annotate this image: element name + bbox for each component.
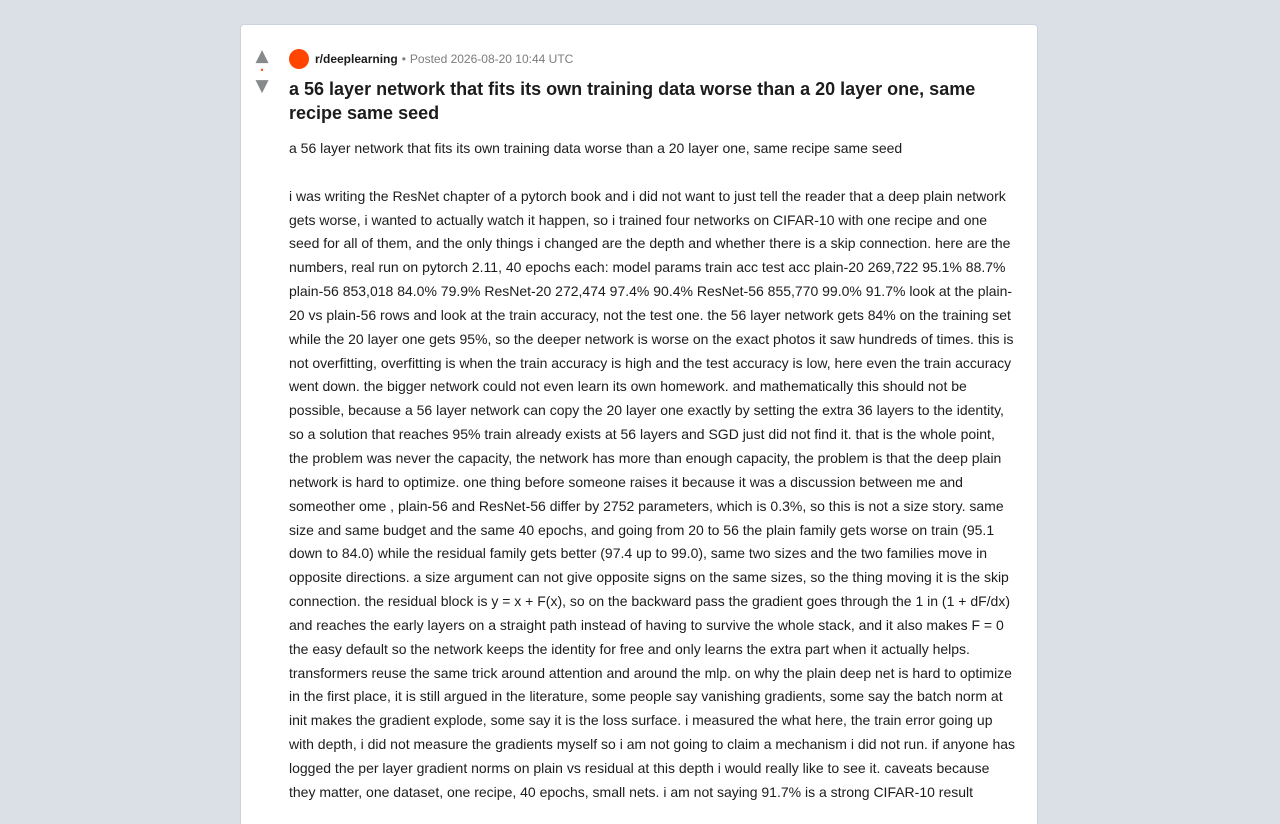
upvote-arrow-icon[interactable]: ▲ (255, 46, 269, 66)
vote-score: • (259, 66, 265, 75)
meta-separator: • (401, 52, 406, 66)
post-title[interactable]: a 56 layer network that fits its own training data worse than a 20 layer one, same recipe same seed (289, 79, 976, 123)
post-card (240, 24, 1038, 824)
post-content (289, 49, 1017, 805)
downvote-arrow-icon[interactable]: ▼ (255, 76, 269, 96)
vote-column (241, 47, 283, 95)
post-timestamp: Posted 2026-08-20 10:44 UTC (409, 52, 574, 66)
post-meta (289, 49, 1017, 69)
subreddit-link[interactable]: r/deeplearning (315, 52, 398, 66)
subreddit-avatar-icon[interactable] (289, 49, 309, 69)
post-body: a 56 layer network that fits its own training data worse than a 20 layer one, same recipe same seed i was writing the ResNet chapter of a pytorch book and i did not want to just tell the reader that a deep plain network gets worse, i wanted to actually watch it happen, so i trained four networks on CIFAR-10 with one recipe and one seed for all of them, and the only things i changed are the depth and whether there is a skip connection. here are the numbers, real run on pytorch 2.11, 40 epochs each: model params train acc test acc plain-20 269,722 95.1% 88.7% plain-56 853,018 84.0% 79.9% ResNet-20 272,474 97.4% 90.4% ResNet-56 855,770 99.0% 91.7% look at the plain-20 vs plain-56 rows and look at the train accuracy, not the test one. the 56 layer network gets 84% on the training set while the 20 layer one gets 95%, so the deeper network is worse on the exact photos it saw hundreds of times. this is not overfitting, overfitting is when the train accuracy is high and the test accuracy is low, here even the train accuracy went down. the bigger network could not even learn its own homework. and mathematically this should not be possible, because a 56 layer network can copy the 20 layer one exactly by setting the extra 36 layers to the identity, so a solution that reaches 95% train already exists at 56 layers and SGD just did not find it. that is the whole point, the problem was never the capacity, the network has more than enough capacity, the problem is that the deep plain network is hard to optimize. one thing before someone raises it because it was a discussion between me and someother ome , plain-56 and ResNet-56 differ by 2752 parameters, which is 0.3%, so this is not a size story. same size and same budget and the same 40 epochs, and going from 20 to 56 the plain family gets worse on train (95.1 down to 84.0) while the residual family gets better (97.4 up to 99.0), same two sizes and the two families move in opposite directions. a size argument can not give opposite signs on the same sizes, so the thing moving it is the skip connection. the residual block is y = x + F(x), so on the backward pass the gradient goes through the 1 in (1 + dF/dx) and reaches the early layers on a straight path instead of having to survive the whole stack, and it also makes F = 0 the easy default so the network keeps the identity for free and only learns the extra part when it actually helps. transformers reuse the same trick around attention and around the mlp. on why the plain deep net is hard to optimize in the first place, it is still argued in the literature, some people say vanishing gradients, some say the batch norm at init makes the gradient explode, some say it is the loss surface. i measured the what here, the train error going up with depth, i did not measure the gradients myself so i am not going to claim a mechanism i did not run. if anyone has logged the per layer gradient norms on plain vs residual at this depth i would really like to see it. caveats because they matter, one dataset, one recipe, 40 epochs, small nets. i am not saying 91.7% is a strong CIFAR-10 result (289, 140, 1016, 800)
